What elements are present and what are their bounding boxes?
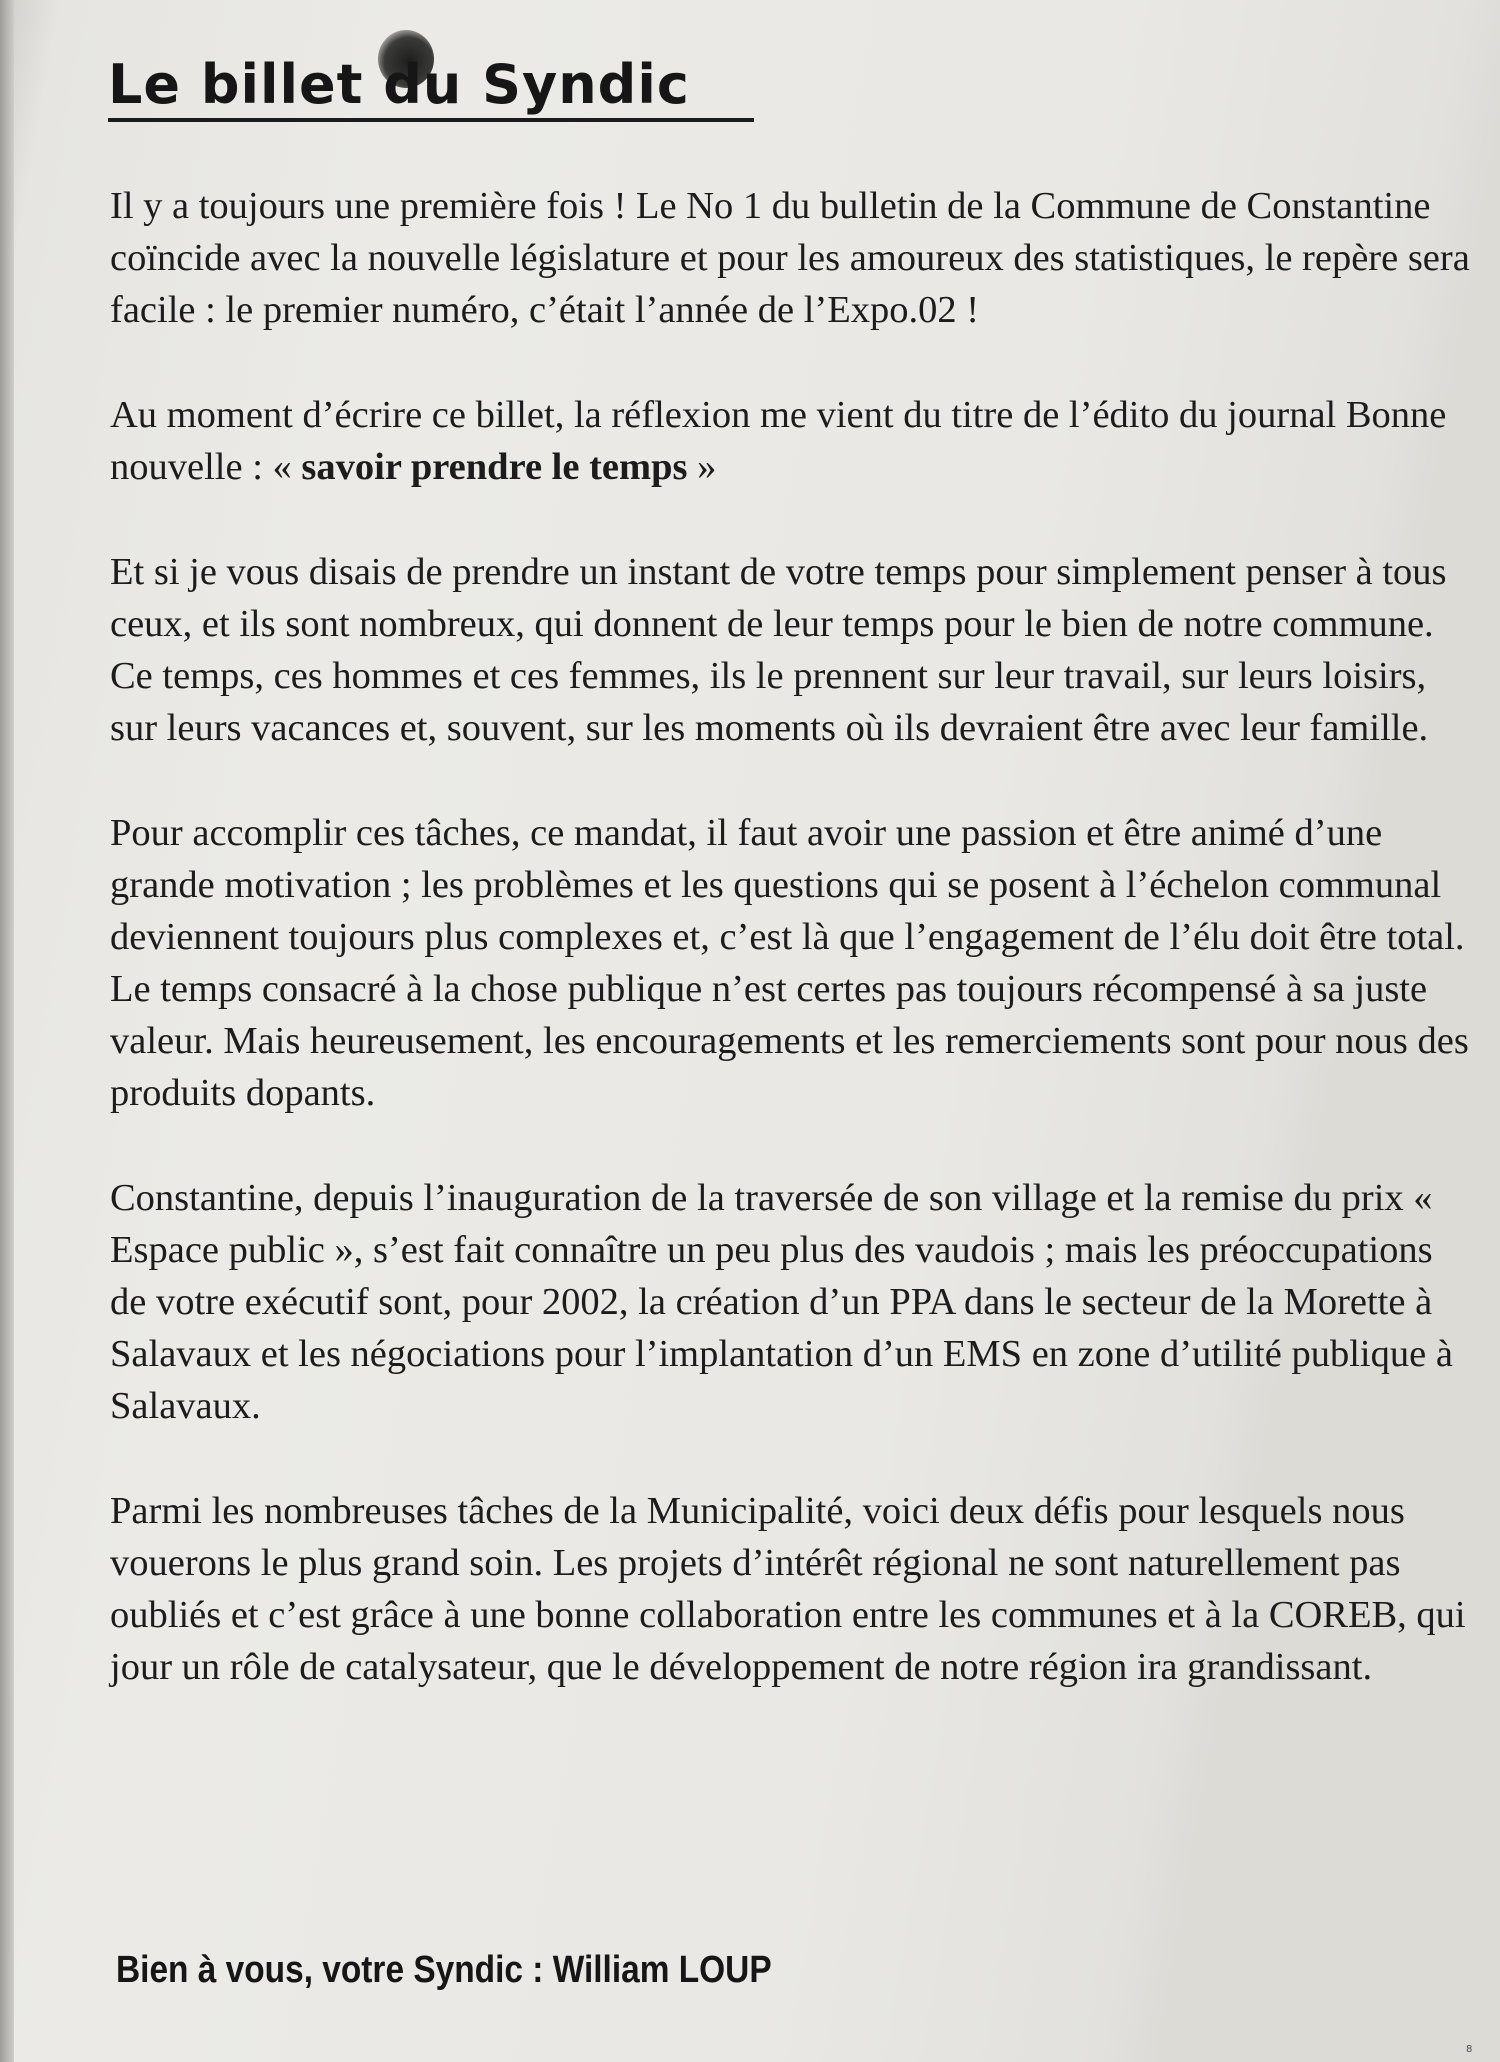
paragraph-volunteers: Et si je vous disais de prendre un instant de votre temps pour simplement penser à tous ceux, et ils sont nombreux, qui donnent de leur temps pour le bien de notre commune. Ce temps, ces hommes et ces femmes, ils le prennent sur leur travail, sur leurs loisirs, sur leurs vacances et, souvent, sur les moments où ils devraient être avec leur famille. xyxy=(110,551,1447,749)
corner-mark: 8 xyxy=(1466,2044,1473,2055)
quote-lead-text: Au moment d’écrire ce billet, la réflexion me vient du titre de l’édito du journal Bonne nouvelle : « xyxy=(110,394,1447,488)
paragraph-intro: Il y a toujours une première fois ! Le No 1 du bulletin de la Commune de Constantine coïncide avec la nouvelle législature et pour les amoureux des statistiques, le repère sera facile : le premier numéro, c’était l’année de l’Expo.02 ! xyxy=(110,185,1470,331)
paragraph-challenges: Parmi les nombreuses tâches de la Municipalité, voici deux défis pour lesquels nous vouerons le plus grand soin. Les projets d’intérêt régional ne sont naturellement pas oubliés et c’est grâce à une bonne collaboration entre les communes et à la COREB, qui jour un rôle de catalysateur, que le développement de notre région ira grandissant. xyxy=(110,1490,1466,1688)
page-left-edge-shadow xyxy=(0,0,14,2062)
signature-line: Bien à vous, votre Syndic : William LOUP xyxy=(116,1949,772,1991)
paragraph-quote xyxy=(110,389,1470,493)
paragraph-constantine: Constantine, depuis l’inauguration de la traversée de son village et la remise du prix « Espace public », s’est fait connaître un peu plus des vaudois ; mais les préoccupations de votre exécutif sont, pour 2002, la création d’un PPA dans le secteur de la Morette à Salavaux et les négociations pour l’implantation d’un EMS en zone d’utilité publique à Salavaux. xyxy=(110,1177,1453,1427)
paragraph-mandate: Pour accomplir ces tâches, ce mandat, il faut avoir une passion et être animé d’une grande motivation ; les problèmes et les questions qui se posent à l’échelon communal deviennent toujours plus complexes et, c’est là que l’engagement de l’élu doit être total. Le temps consacré à la chose publique n’est certes pas toujours récompensé à sa juste valeur. Mais heureusement, les encouragements et les remerciements sont pour nous des produits dopants. xyxy=(110,812,1469,1114)
page-title: Le billet du Syndic xyxy=(108,53,690,116)
quote-bold-text: savoir prendre le temps xyxy=(301,446,688,488)
quote-closing-mark: » xyxy=(687,446,717,488)
article-body xyxy=(110,180,1470,1745)
title-underline xyxy=(108,118,754,122)
